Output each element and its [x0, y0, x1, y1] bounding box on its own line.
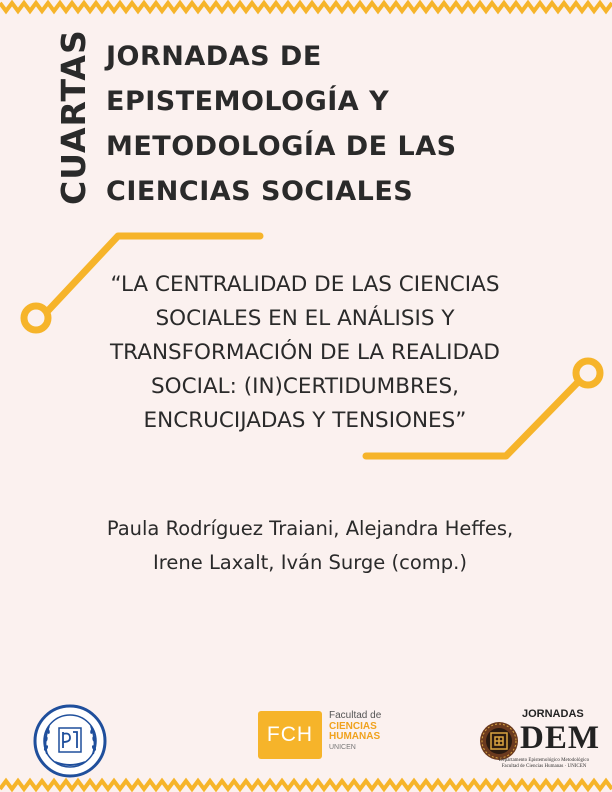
subtitle-line: ENCRUCIJADAS Y TENSIONES” [143, 408, 467, 433]
dem-logo-big: DEM [520, 720, 600, 756]
dem-logo-top: JORNADAS [522, 708, 584, 720]
title-line: METODOLOGÍA DE LAS [106, 131, 457, 162]
dem-logo-sub [498, 758, 590, 770]
subtitle-line: TRANSFORMACIÓN DE LA REALIDAD [110, 340, 500, 365]
authors-line: Irene Laxalt, Iván Surge (comp.) [153, 551, 467, 574]
dem-sub-line: Departamento Epistemológico Metodológico [498, 758, 590, 763]
fch-logo-text [329, 711, 381, 753]
subtitle-line: SOCIALES EN EL ANÁLISIS Y [155, 306, 455, 331]
title-line: CIENCIAS SOCIALES [106, 176, 414, 207]
jornadas-dem-logo [478, 708, 600, 772]
subtitle-line: SOCIAL: (IN)CERTIDUMBRES, [151, 374, 459, 399]
circuit-node-left [24, 306, 48, 330]
subtitle-line: “LA CENTRALIDAD DE LAS CIENCIAS [110, 272, 500, 297]
university-seal-logo [33, 704, 107, 778]
title-line: EPISTEMOLOGÍA Y [106, 86, 390, 117]
fch-logo [258, 711, 381, 759]
subtitle-quote [70, 268, 540, 438]
fch-line: CIENCIAS [329, 720, 377, 732]
fch-line: UNICEN [329, 743, 356, 751]
authors-line: Paula Rodríguez Traiani, Alejandra Heffes, [106, 517, 514, 540]
circuit-node-right [576, 361, 600, 385]
dem-sub-line: Facultad de Ciencias Humanas · UNICEN [501, 764, 587, 769]
page-title [106, 34, 457, 214]
fch-line: HUMANAS [329, 731, 381, 742]
side-word-cuartas: CUARTAS [54, 29, 93, 205]
authors [40, 512, 580, 580]
fch-logo-box: FCH [258, 711, 322, 759]
title-line: JORNADAS DE [106, 41, 322, 72]
dem-emblem-icon [478, 720, 520, 762]
fch-line: Facultad de [329, 710, 382, 721]
